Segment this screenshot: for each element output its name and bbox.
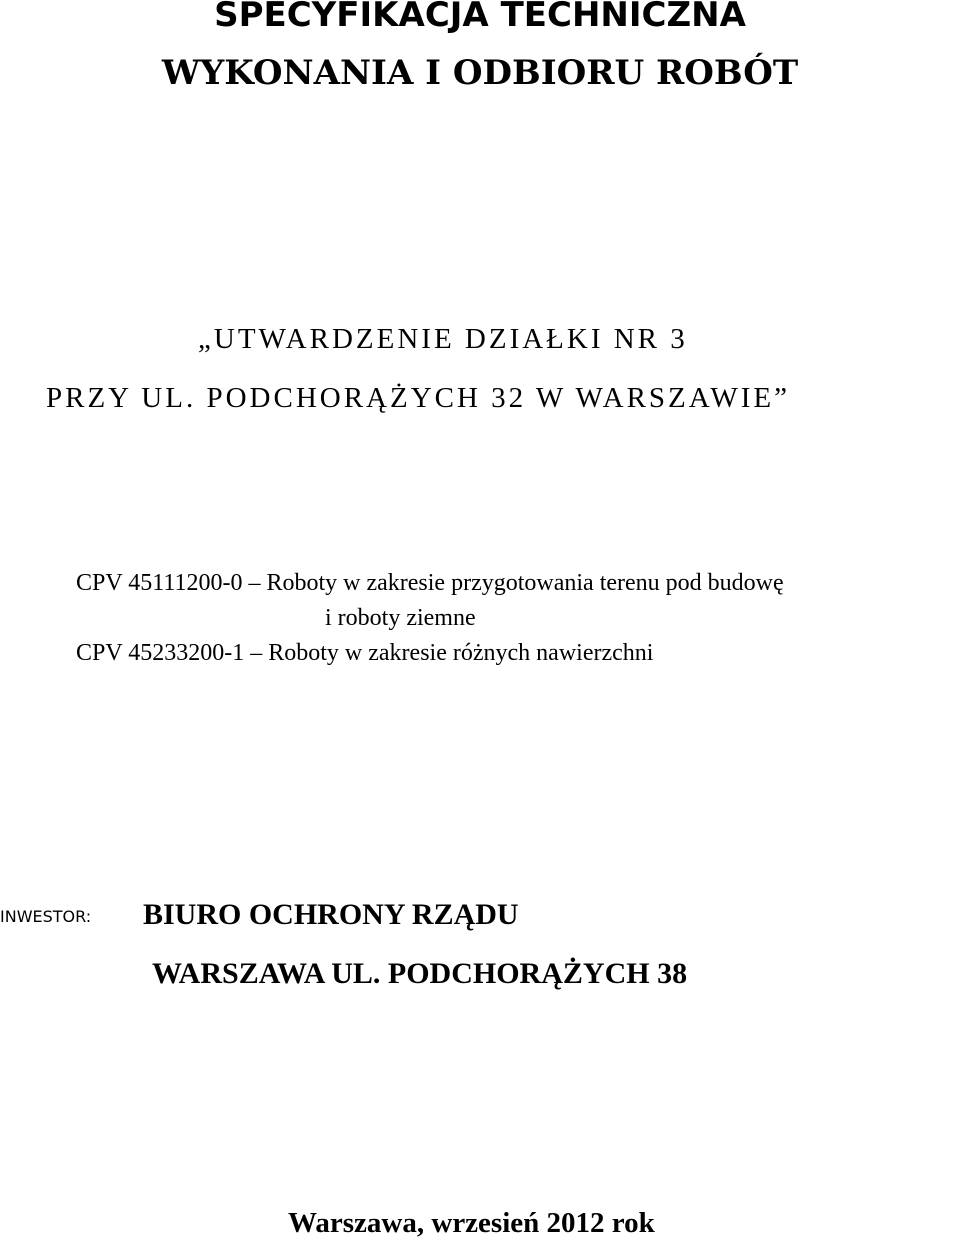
document-title-line1: SPECYFIKACJA TECHNICZNA xyxy=(214,0,746,35)
cpv-code-line2: CPV 45233200-1 – Roboty w zakresie różnych nawierzchni xyxy=(76,640,654,666)
project-title-line2: PRZY UL. PODCHORĄŻYCH 32 W WARSZAWIE” xyxy=(46,382,791,414)
place-and-date: Warszawa, wrzesień 2012 rok xyxy=(288,1207,655,1239)
project-title-line1: „UTWARDZENIE DZIAŁKI NR 3 xyxy=(198,323,688,355)
document-title-line2: WYKONANIA I ODBIORU ROBÓT xyxy=(161,53,799,93)
cpv-code-line1-continuation: i roboty ziemne xyxy=(325,605,476,631)
investor-name: BIURO OCHRONY RZĄDU xyxy=(143,898,519,931)
cpv-code-line1: CPV 45111200-0 – Roboty w zakresie przygotowania terenu pod budowę xyxy=(76,570,784,596)
investor-label: INWESTOR: xyxy=(0,907,92,926)
investor-address: WARSZAWA UL. PODCHORĄŻYCH 38 xyxy=(152,957,688,990)
